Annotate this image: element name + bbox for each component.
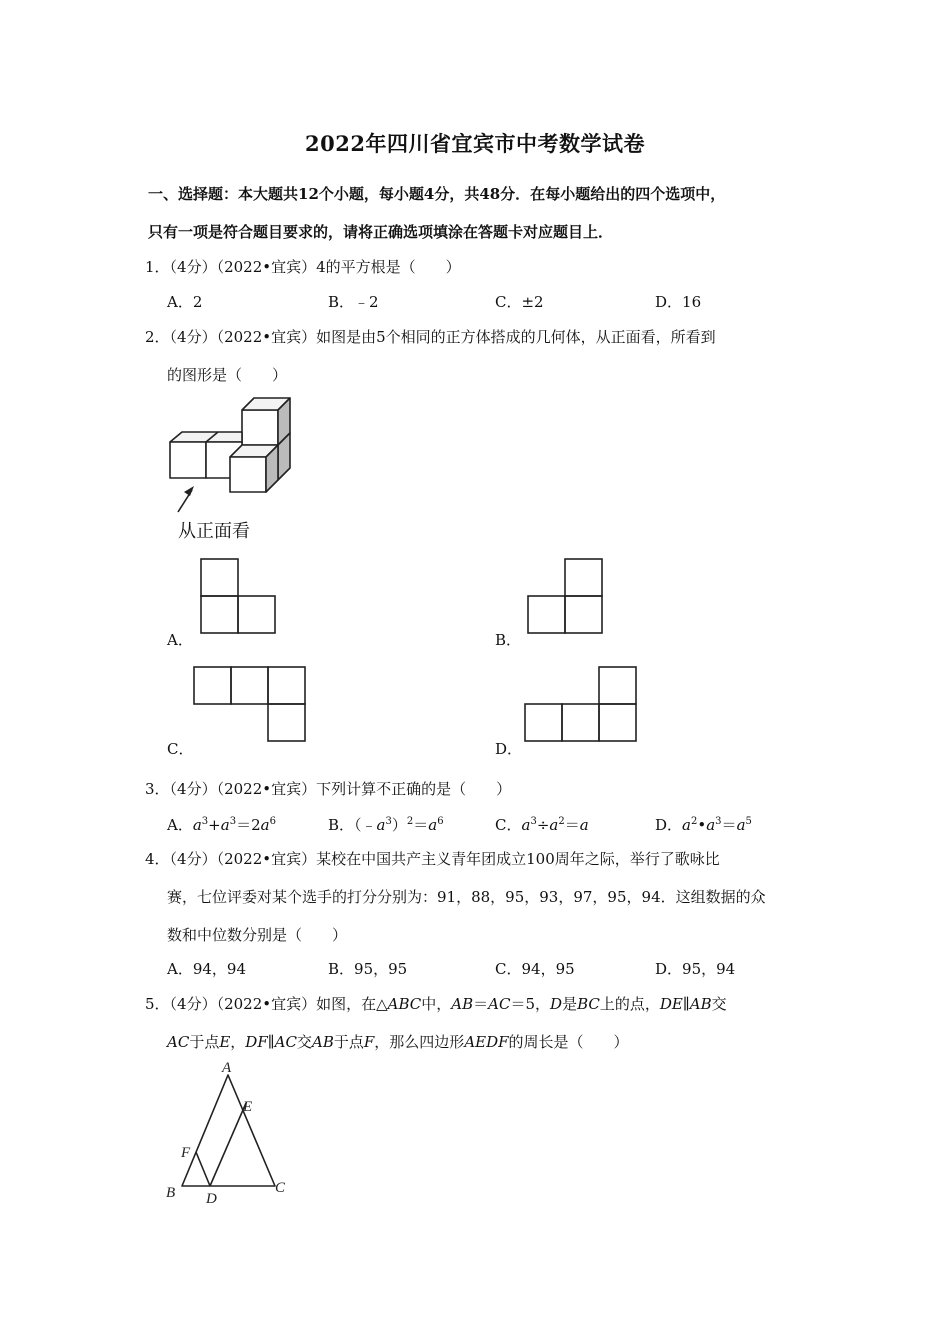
q2-option-c-label: C． bbox=[167, 740, 194, 758]
question-3-stem: 3．（4分）（2022•宜宾）下列计算不正确的是（ ） bbox=[145, 780, 512, 798]
q2-option-a-figure bbox=[200, 558, 278, 634]
question-2-stem-line2: 的图形是（ ） bbox=[167, 366, 288, 384]
question-4-stem-line1: 4．（4分）（2022•宜宾）某校在中国共产主义青年团成立100周年之际，举行了歌咏比 bbox=[145, 850, 720, 868]
page-title: 2022年四川省宜宾市中考数学试卷 bbox=[305, 131, 645, 156]
q3-option-b: B．$(﹣a^3)^2=a^6$ bbox=[328, 816, 444, 834]
q1-option-c: C．±2 bbox=[495, 293, 544, 311]
q4-option-a: A．94，94 bbox=[167, 960, 247, 978]
question-1-stem: 1．（4分）（2022•宜宾）4的平方根是（ ） bbox=[145, 258, 461, 276]
q2-option-a-label: A． bbox=[167, 631, 193, 649]
question-5-stem-line1: 5．（4分）（2022•宜宾）如图，在△ABC中，AB＝AC＝5，D是BC上的点，DE∥AB交 bbox=[145, 995, 727, 1013]
q3-option-a: A．$a^3+a^3=2a^6$ bbox=[167, 816, 276, 834]
q5-point-e: E bbox=[243, 1099, 253, 1115]
q5-point-f: F bbox=[181, 1145, 191, 1161]
q4-option-b: B．95，95 bbox=[328, 960, 408, 978]
question-4-stem-line2: 赛，七位评委对某个选手的打分分别为：91，88，95，93，97，95，94．这组数据的众 bbox=[167, 888, 766, 906]
q2-option-b-figure bbox=[527, 558, 605, 634]
q2-option-b-label: B． bbox=[495, 631, 522, 649]
q5-point-b: B bbox=[166, 1185, 176, 1201]
q4-option-c: C．94，95 bbox=[495, 960, 575, 978]
q2-figure-caption: 从正面看 bbox=[178, 521, 250, 542]
q2-option-d-figure bbox=[524, 666, 638, 742]
q3-option-d: D．$a^2•a^3=a^5$ bbox=[655, 816, 752, 834]
question-4-stem-line3: 数和中位数分别是（ ） bbox=[167, 926, 348, 944]
q1-option-b: B．﹣2 bbox=[328, 293, 379, 311]
q4-option-d: D．95，94 bbox=[655, 960, 736, 978]
q2-option-d-label: D． bbox=[495, 740, 523, 758]
q5-triangle-figure bbox=[160, 1058, 300, 1208]
q5-point-c: C bbox=[275, 1180, 286, 1196]
q3-option-c: C．$a^3\div a^2=a$ bbox=[495, 816, 589, 834]
q2-option-c-figure bbox=[193, 666, 307, 742]
q1-option-d: D．16 bbox=[655, 293, 702, 311]
section-heading-line2: 只有一项是符合题目要求的，请将正确选项填涂在答题卡对应题目上． bbox=[148, 223, 614, 241]
q1-option-a: A．2 bbox=[167, 293, 203, 311]
q5-point-a: A bbox=[222, 1060, 232, 1076]
question-2-stem-line1: 2．（4分）（2022•宜宾）如图是由5个相同的正方体搭成的几何体，从正面看，所看到 bbox=[145, 328, 716, 346]
q2-cube-figure bbox=[160, 390, 300, 500]
q5-point-d: D bbox=[206, 1191, 217, 1207]
question-5-stem-line2: AC于点E，DF∥AC交AB于点F，那么四边形AEDF的周长是（ ） bbox=[167, 1033, 629, 1051]
section-heading-line1: 一、选择题：本大题共12个小题，每小题4分，共48分．在每小题给出的四个选项中， bbox=[148, 185, 726, 203]
